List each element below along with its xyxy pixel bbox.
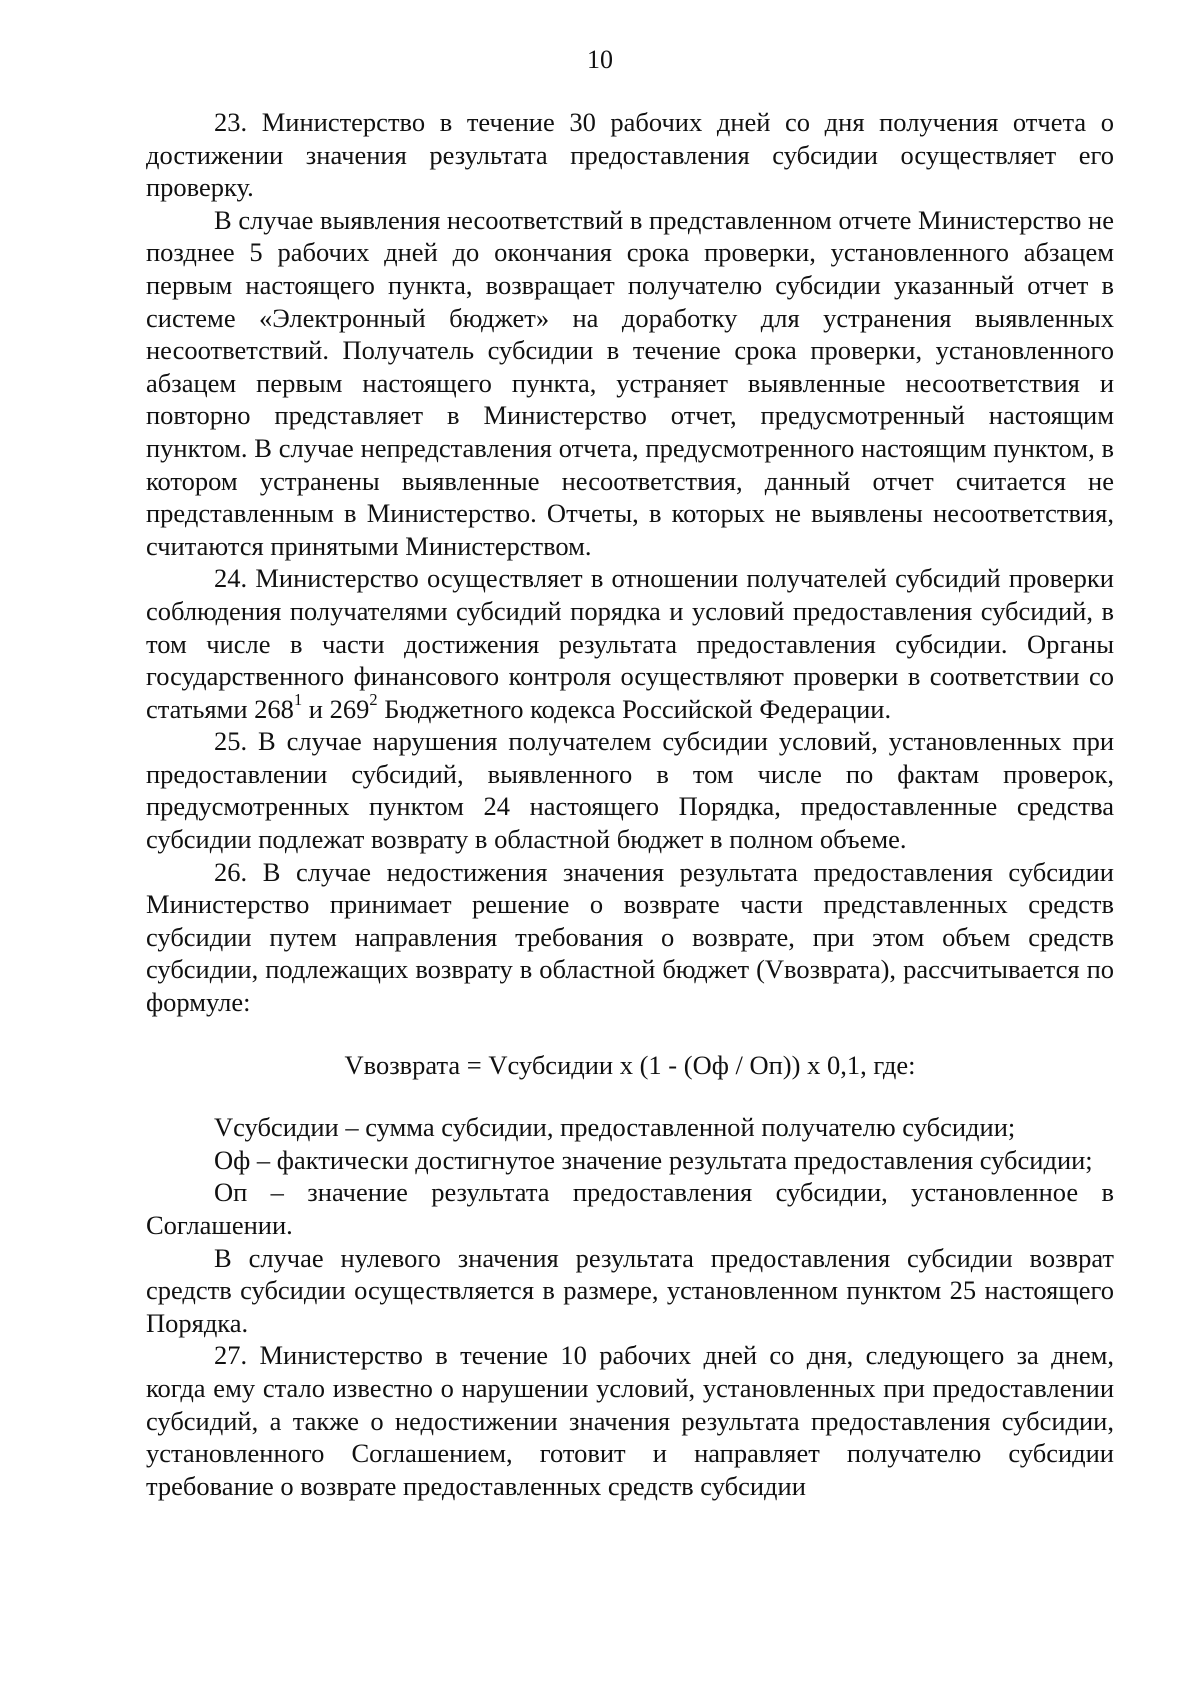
paragraph-23-discrepancies: В случае выявления несоответствий в представленном отчете Министерство не позднее 5 рабочих дней до окончания срока проверки, установленного абзацем первым настоящего пункта, возвращает получателю субсидии указанный отчет в системе «Электронный бюджет» на доработку для устранения выявленных несоответствий. Получатель субсидии в течение срока проверки, установленного абзацем первым настоящего пункта, устраняет выявленные несоответствия и повторно представляет в Министерство отчет, предусмотренный настоящим пунктом. В случае непредставления отчета, предусмотренного настоящим пунктом, в котором устранены выявленные несоответствия, данный отчет считается не представленным в Министерство. Отчеты, в которых не выявлены несоответствия, считаются принятыми Министерством. <box>146 204 1114 561</box>
page-number: 10 <box>587 45 613 74</box>
definition-of: Оф – фактически достигнутое значение результата предоставления субсидии; <box>214 1144 1093 1175</box>
zero-value-case: В случае нулевого значения результата предоставления субсидии возврат средств субсидии осуществляется в размере, установленном пунктом 25 настоящего Порядка. <box>146 1242 1114 1338</box>
definition-v-subsidy: Vсубсидии – сумма субсидии, предоставленной получателю субсидии; <box>214 1112 1016 1143</box>
article-superscript-2: 2 <box>369 690 378 710</box>
paragraph-24-text-3: Бюджетного кодекса Российской Федерации. <box>377 693 892 724</box>
paragraph-24-text-2: и 269 <box>302 693 370 724</box>
paragraph-24 <box>146 562 1114 725</box>
paragraph-26: 26. В случае недостижения значения результата предоставления субсидии Министерство принимает решение о возврате части представленных средств субсидии путем направления требования о возврате, при этом объем средств субсидии, подлежащих возврату в областной бюджет (Vвозврата), рассчитывается по формуле: <box>146 856 1114 1018</box>
paragraph-27: 27. Министерство в течение 10 рабочих дней со дня, следующего за днем, когда ему стало известно о нарушении условий, установленных при предоставлении субсидий, а также о недостижении значения результата предоставления субсидии, установленного Соглашением, готовит и направляет получателю субсидии требование о возврате предоставленных средств субсидии <box>146 1340 1114 1501</box>
definition-op: Оп – значение результата предоставления субсидии, установленное в Соглашении. <box>146 1177 1114 1240</box>
paragraph-24-text-1: 24. Министерство осуществляет в отношении получателей субсидий проверки соблюдения получателями субсидий порядка и условий предоставления субсидий, в том числе в части достижения результата предоставления субсидии. Органы государственного финансового контроля осуществляют проверки в соответствии со статьями 268 <box>146 563 1114 724</box>
paragraph-23: 23. Министерство в течение 30 рабочих дней со дня получения отчета о достижении значения результата предоставления субсидии осуществляет его проверку. <box>146 107 1114 203</box>
document-body <box>146 106 1114 1502</box>
paragraph-25: 25. В случае нарушения получателем субсидии условий, установленных при предоставлении субсидий, выявленного в том числе по фактам проверок, предусмотренных пунктом 24 настоящего Порядка, предоставленные средства субсидии подлежат возврату в областной бюджет в полном объеме. <box>146 726 1114 855</box>
article-superscript-1: 1 <box>293 690 303 710</box>
refund-formula: Vвозврата = Vсубсидии x (1 - (Оф / Оп)) x 0,1, где: <box>344 1049 916 1080</box>
